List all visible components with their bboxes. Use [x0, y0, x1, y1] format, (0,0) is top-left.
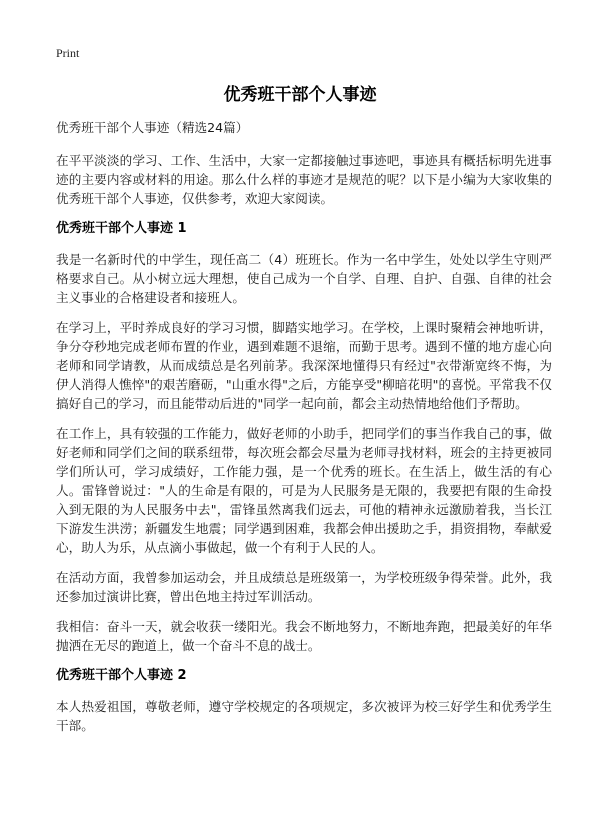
section-paragraph: 本人热爱祖国，尊敬老师，遵守学校规定的各项规定，多次被评为校三好学生和优秀学生干部。: [56, 699, 552, 733]
section-paragraph: 在学习上，平时养成良好的学习习惯，脚踏实地学习。在学校，上课时聚精会神地听讲，争分夺秒地完成老师布置的作业，遇到难题不退缩，而勤于思考。遇到不懂的地方虚心向老师和同学请教，从而成绩总是名列前茅。我深深地懂得只有经过"衣带渐宽终不悔，为伊人消得人憔悴"的艰苦磨砺，"山重水得"之后，方能享受"柳暗花明"的喜悦。平常我不仅搞好自己的学习，而且能带动后进的"同学一起向前，都会主动热情地给他们予帮助。: [56, 320, 552, 411]
page-title: 优秀班干部个人事迹: [223, 85, 377, 105]
section-paragraph: 在活动方面，我曾参加运动会，并且成绩总是班级第一，为学校班级争得荣誉。此外，我还参加过演讲比赛，曾出色地主持过军训活动。: [56, 570, 552, 604]
intro-paragraph: 在平平淡淡的学习、工作、生活中，大家一定都接触过事迹吧，事迹具有概括标明先进事迹的主要内容或材料的用途。那么什么样的事迹才是规范的呢？以下是小编为大家收集的优秀班干部个人事迹，仅供参考，欢迎大家阅读。: [56, 153, 552, 206]
section-paragraph: 我相信：奋斗一天，就会收获一缕阳光。我会不断地努力，不断地奔跑，把最美好的年华抛洒在无尽的跑道上，做一个奋斗不息的战士。: [56, 619, 552, 653]
section-heading: 优秀班干部个人事迹 1: [56, 221, 187, 236]
section-paragraph: 我是一名新时代的中学生，现任高二（4）班班长。作为一名中学生，处处以学生守则严格要求自己。从小树立远大理想，使自己成为一个自学、自理、自护、自强、自律的社会主义事业的合格建设者和接班人。: [56, 252, 552, 305]
section-heading: 优秀班干部个人事迹 2: [56, 668, 187, 683]
section-paragraph: 在工作上，具有较强的工作能力，做好老师的小助手，把同学们的事当作我自己的事，做好老师和同学们之间的联系纽带，每次班会都会尽量为老师寻找材料，班会的主持更被同学们所认可，学习成绩好，工作能力强，是一个优秀的班长。在生活上，做生活的有心人。雷锋曾说过："人的生命是有限的，可是为人民服务是无限的，我要把有限的生命投入到无限的为人民服务中去"，雷锋虽然离我们远去，可他的精神永远激励着我，当长江下游发生洪涝；新疆发生地震；同学遇到困难，我都会伸出援助之手，捐资捐物，奉献爱心，助人为乐，从点滴小事做起，做一个有利于人民的人。: [56, 426, 552, 555]
article-body: [56, 118, 552, 746]
article-subtitle: 优秀班干部个人事迹（精选24篇）: [56, 120, 249, 135]
print-link[interactable]: Print: [56, 46, 80, 60]
